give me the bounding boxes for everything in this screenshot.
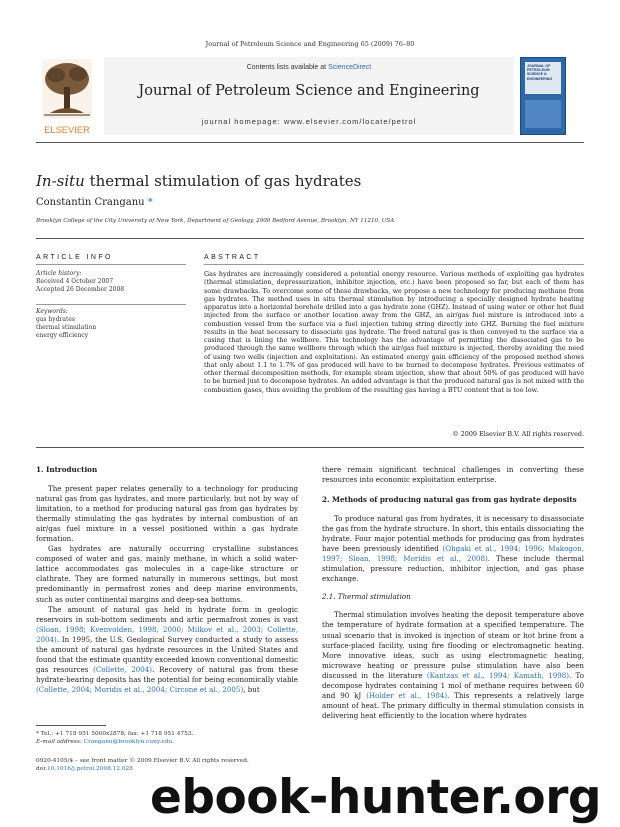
article-info-heading: ARTICLE INFO bbox=[36, 254, 113, 261]
footnote bbox=[36, 730, 298, 746]
history-rule bbox=[36, 304, 186, 305]
keywords-label: Keywords: bbox=[36, 308, 68, 315]
journal-homepage-link[interactable]: journal homepage: www.elsevier.com/locate/petrol bbox=[201, 117, 417, 126]
paragraph: The present paper relates generally to a technology for producing natural gas from gas hydrates, and more particularly, but not by way of limitation, to a method for producing natural gas from gas hydrates by thermally stimulating the gas hydrates by internal combustion of an air/gas fuel mixture in a vessel positioned within a gas hydrate formation. bbox=[36, 484, 298, 544]
running-head: Journal of Petroleum Science and Engineering 65 (2009) 76–80 bbox=[205, 40, 415, 48]
contents-prefix: Contents lists available at bbox=[246, 64, 329, 71]
article-info-rule bbox=[36, 264, 186, 265]
paragraph: there remain significant technical challenges in converting these resources into economic exploitation enterprise. bbox=[322, 465, 584, 485]
copyright: © 2009 Elsevier B.V. All rights reserved. bbox=[452, 430, 584, 438]
keyword: energy efficiency bbox=[36, 332, 89, 339]
journal-cover bbox=[520, 57, 566, 135]
citation-link[interactable]: (Ohgaki et al., 1994; 1996; Makogon, 1997; Sloan, 1998; Moridis et al., 2008) bbox=[322, 544, 585, 564]
article-title-rest: thermal stimulation of gas hydrates bbox=[84, 172, 362, 190]
received-date: Received 4 October 2007 bbox=[36, 278, 114, 285]
author-name: Constantin Cranganu bbox=[36, 197, 148, 208]
citation-link[interactable]: (Sloan, 1998; Kvenvolden, 1998, 2000; Milkov et al., 2003; Collette, 2004) bbox=[36, 624, 298, 644]
keywords-block bbox=[36, 308, 186, 340]
publisher-name: ELSEVIER bbox=[44, 125, 90, 135]
history-label: Article history: bbox=[36, 270, 82, 277]
paragraph: Gas hydrates are naturally occurring crystalline substances composed of water and gas, mainly methane, in which a solid water-lattice accommodates gas molecules in a cage-like structure or clathrate. They are formed naturally in numerous settings, but most predominantly in permafrost zones and deep marine environments, such as outer continental margins and deep-sea bottoms. bbox=[36, 544, 298, 604]
cover-title: JOURNAL OF PETROLEUM SCIENCE & ENGINEERING bbox=[527, 64, 553, 81]
paragraph: Thermal stimulation involves heating the deposit temperature above the temperature of hydrate formation at a specified temperature. The usual scenario that is invoked is injection of steam or hot brine from a surface-placed facility, using fire flooding or electromagnetic heating. More innovative ideas, such as using electromagnetic heating, microwave heating or pressure pulse stimulation have also been discussed in the literature (Kantzas et al., 1994; Kamath, 1998). To decompose hydrates containing 1 mol of methane requires between 60 and 90 kJ (Holder et al., 1984). This represents a relatively large amount of heat. The primary difficulty in thermal stimulation consists in delivering heat efficiently to the location where hydrates bbox=[322, 610, 585, 720]
masthead-rule bbox=[36, 142, 584, 143]
article-history bbox=[36, 270, 186, 294]
citation-link[interactable]: (Holder et al., 1984) bbox=[366, 690, 448, 700]
subsection-heading: 2.1. Thermal stimulation bbox=[322, 592, 411, 602]
keyword: thermal stimulation bbox=[36, 324, 97, 331]
section-2-heading: 2. Methods of producing natural gas from gas hydrate deposits bbox=[322, 495, 577, 505]
keyword: gas hydrates bbox=[36, 316, 75, 323]
masthead bbox=[36, 57, 584, 135]
body-column-right bbox=[322, 465, 584, 721]
footnote-contact: * Tel.: +1 718 951 5000x2878; fax: +1 718 951 4753. bbox=[36, 731, 194, 737]
doi-line: doi:10.1016/j.petrol.2008.12.028 bbox=[36, 766, 133, 772]
affiliation: Brooklyn College of the City University of New York, Department of Geology, 2900 Bedford Avenue, Brooklyn, NY 11210, USA bbox=[36, 218, 395, 224]
doi-link[interactable]: 10.1016/j.petrol.2008.12.028 bbox=[47, 766, 133, 772]
author bbox=[36, 197, 153, 208]
email-link[interactable]: Cranganu@brooklyn.cuny.edu bbox=[83, 739, 173, 745]
section-1-heading: 1. Introduction bbox=[36, 465, 98, 474]
title-rule bbox=[36, 238, 584, 239]
abstract-rule bbox=[204, 264, 584, 265]
footnote-email: E-mail address: Cranganu@brooklyn.cuny.edu. bbox=[36, 739, 174, 745]
paragraph: The amount of natural gas held in hydrate form in geologic reservoirs in sub-bottom sediments and artic permafrost zones is vast (Sloan, 1998; Kvenvolden, 1998, 2000; Milkov et al., 2003; Collette, 2004). In 1995, the U.S. Geological Survey conducted a study to assess the amount of natural gas hydrate resources in the United States and found that the estimate quantity exceeded known conventional domestic gas resources (Collette, 2004). Recovery of natural gas from these hydrate-bearing deposits has the potential for being economically viable (Collette, 2004; Moridis et al., 2004; Circone et al., 2005), but bbox=[36, 604, 298, 694]
cover-band bbox=[525, 100, 561, 128]
citation-link[interactable]: (Kantzas et al., 1994; Kamath, 1998) bbox=[426, 670, 570, 680]
corresponding-author-link[interactable]: * bbox=[147, 197, 153, 208]
sciencedirect-link[interactable]: ScienceDirect bbox=[328, 64, 372, 71]
paragraph: To produce natural gas from hydrates, it is necessary to disassociate the gas from the hydrate structure. In short, this entails dissociating the hydrate. Four major potential methods for producing gas from hydrates have been previously identified (Ohgaki et al., 1994; 1996; Makogon, 1997; Sloan, 1998; Moridis et al., 2008). These include thermal stimulation, pressure reduction, inhibitor injection, and gas phase exchange. bbox=[322, 514, 585, 584]
tree-icon bbox=[42, 59, 92, 119]
watermark: ebook-hunter.org bbox=[150, 770, 602, 825]
body-column-left bbox=[36, 465, 298, 695]
publisher-logo bbox=[36, 57, 98, 135]
journal-banner bbox=[104, 57, 514, 135]
footnote-rule bbox=[36, 725, 106, 726]
citation-link[interactable]: (Collette, 2004) bbox=[93, 664, 153, 674]
issn-line: 0920-4105/$ – see front matter © 2009 Elsevier B.V. All rights reserved. bbox=[36, 758, 249, 764]
abstract-bottom-rule bbox=[36, 447, 584, 448]
contents-line bbox=[104, 64, 514, 71]
abstract-heading: ABSTRACT bbox=[204, 254, 261, 261]
accepted-date: Accepted 26 December 2008 bbox=[36, 286, 125, 293]
article-title-italic: In-situ bbox=[36, 172, 85, 190]
journal-title: Journal of Petroleum Science and Engineering bbox=[138, 83, 480, 99]
citation-link[interactable]: (Collette, 2004; Moridis et al., 2004; Circone et al., 2005) bbox=[36, 684, 244, 694]
abstract-text: Gas hydrates are increasingly considered a potential energy resource. Various methods of exploiting gas hydrates (thermal stimulation, depressurization, inhibitor injection, etc.) have been proposed so far, but each of them has some drawbacks. To overcome some of these drawbacks, we propose a new technology for producing methane from gas hydrates. The method uses in situ thermal stimulation by introducing a specially designed hydrate heating apparatus into a horizontal borehole drilled into a gas hydrate zone (GHZ). Instead of using water or other hot fluid injected from the surface or another location away from the GHZ, an air/gas fuel mixture is introduced into a combustion vessel from the surface via a fuel injection tubing string directly into GHZ. Burning the fuel mixture results in the heat necessary to dissociate gas hydrate. The freed natural gas is then conveyed to the surface via a casing that is lining the wellbore. This technology has the advantage of permitting the dissociated gas to be produced through the same wellbore through which the air/gas fuel mixture is injected, thereby avoiding the need of using two wells (injection and exploitation). An estimated energy gain efficiency of the proposed method shows that only about 1.1 to 1.7% of gas produced will have to be burned to decompose hydrates. Previous estimates of other thermal decomposition methods, for example steam injection, show that about 50% of gas produced will have to be burned just to decompose hydrates. An added advantage is that the produced natural gas is not mixed with the combustion gases, thus avoiding the problem of the resulting gas having a BTU content that is too low. bbox=[204, 270, 584, 394]
article-title bbox=[36, 172, 361, 190]
